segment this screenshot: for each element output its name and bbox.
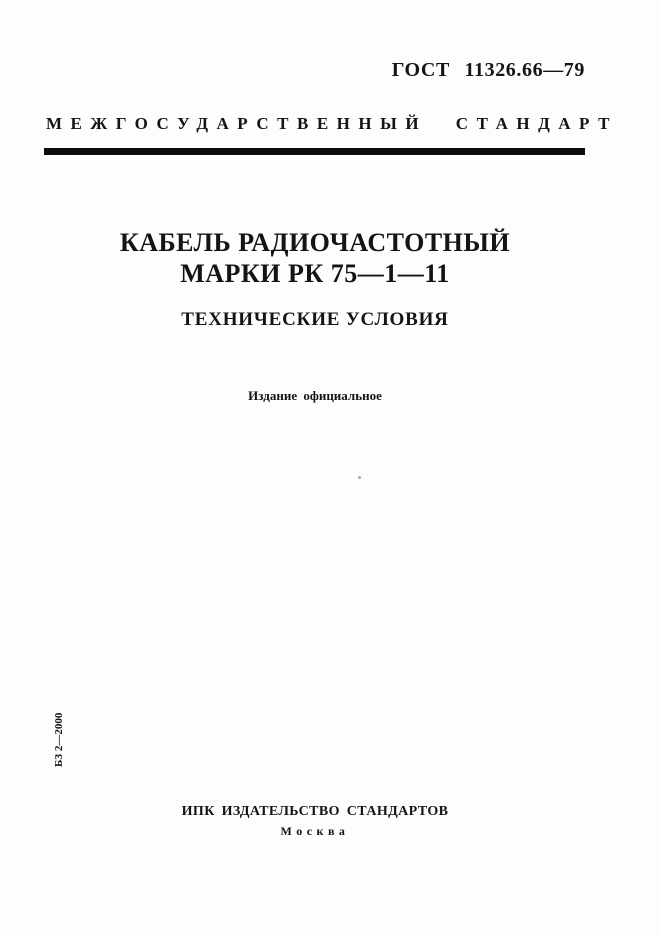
publisher-name: ИПК ИЗДАТЕЛЬСТВО СТАНДАРТОВ bbox=[181, 804, 449, 819]
publisher-city: Москва bbox=[280, 824, 350, 838]
standard-number: ГОСТ 11326.66—79 bbox=[391, 59, 585, 81]
spine-code: БЗ 2—2000 bbox=[53, 712, 65, 767]
scan-artifact-dot bbox=[358, 476, 361, 479]
banner-title: МЕЖГОСУДАРСТВЕННЫЙ СТАНДАРТ bbox=[46, 114, 618, 133]
edition-note: Издание официальное bbox=[248, 388, 382, 403]
document-title bbox=[0, 227, 630, 289]
document-title-line1: КАБЕЛЬ РАДИОЧАСТОТНЫЙ bbox=[119, 228, 511, 257]
document-subtitle: ТЕХНИЧЕСКИЕ УСЛОВИЯ bbox=[181, 309, 449, 330]
banner-rule bbox=[44, 148, 585, 155]
document-title-line2: МАРКИ РК 75—1—11 bbox=[180, 259, 450, 288]
